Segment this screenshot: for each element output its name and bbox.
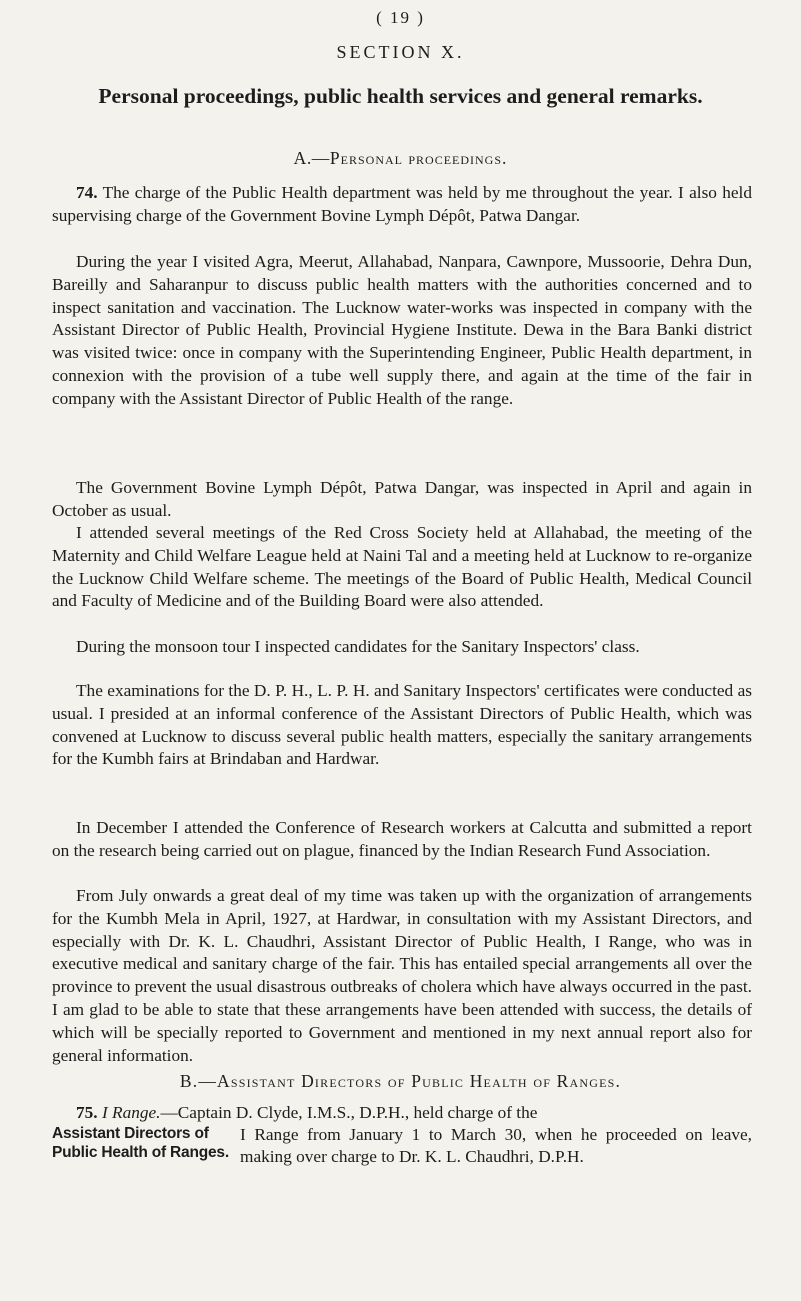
paragraph-74-text: The charge of the Public Health department was held by me throughout the year. I also held supervising charge of the Government Bovine Lymph Dépôt, Patwa Dangar.: [52, 183, 752, 225]
paragraph-december: In December I attended the Conference of Research workers at Calcutta and submitted a report on the research being carried out on plague, financed by the Indian Research Fund Association.: [52, 818, 752, 860]
page-number: ( 19 ): [376, 8, 425, 27]
paragraph-meetings: I attended several meetings of the Red Cross Society held at Allahabad, the meeting of the Maternity and Child Welfare League held at Naini Tal and a meeting held at Lucknow to re-organize the Lucknow Child Welfare scheme. The meetings of the Board of Public Health, Medical Council and Faculty of Medicine and of the Building Board were also attended.: [52, 523, 752, 611]
paragraph-kumbh-mela: From July onwards a great deal of my time was taken up with the organization of arrangements for the Kumbh Mela in April, 1927, at Hardwar, in consultation with my Assistant Directors, and especially with Dr. K. L. Chaudhri, Assistant Director of Public Health, I Range, who was in executive medical and sanitary charge of the fair. This has entailed special arrangements all over the province to prevent the usual disastrous outbreaks of cholera which have always occurred in the past. I am glad to be able to state that these arrangements have been attended with success, the details of which will be specially reported to Government and mentioned in my next annual report also for general information.: [52, 886, 752, 1065]
paragraph-visits: During the year I visited Agra, Meerut, Allahabad, Nanpara, Cawnpore, Mussoorie, Dehra Dun, Bareilly and Saharanpur to discuss public health matters with the authorities concerned and to inspect sanitation and vaccination. The Lucknow water-works was inspected in company with the Assistant Director of Public Health, Provincial Hygiene Institute. Dewa in the Bara Banki district was visited twice: once in company with the Superintending Engineer, Public Health department, in connexion with the provision of a tube well supply there, and again at the time of the fair in company with the Assistant Director of Public Health of the range.: [52, 252, 752, 408]
paragraph-examinations: The examinations for the D. P. H., L. P. H. and Sanitary Inspectors' certificates were conducted as usual. I presided at an informal conference of the Assistant Directors of Public Health, which was convened at Lucknow to discuss several public health matters, especially the sanitary arrangements for the Kumbh fairs at Brindaban and Hardwar.: [52, 681, 752, 769]
subsection-a-letter: A.—: [293, 148, 330, 168]
paragraph-75-first-line-text: —Captain D. Clyde, I.M.S., D.P.H., held charge of the: [160, 1103, 538, 1122]
subsection-a-title: Personal proceedings.: [329, 148, 508, 168]
paragraph-75-body: I Range from January 1 to March 30, when he proceeded on leave, making over charge to Dr. K. L. Chaudhri, D.P.H.: [240, 1125, 752, 1166]
paragraph-number-75: 75.: [76, 1103, 98, 1122]
paragraph-74: [52, 182, 752, 228]
margin-note: Assistant Directors of Public Health of Ranges.: [52, 1125, 229, 1161]
range-label: I Range.: [101, 1103, 161, 1122]
subsection-a-heading: [0, 148, 801, 169]
section-heading: SECTION X.: [336, 42, 465, 62]
paragraph-lymph-depot: The Government Bovine Lymph Dépôt, Patwa Dangar, was inspected in April and again in October as usual.: [52, 478, 752, 520]
paragraph-monsoon-tour: During the monsoon tour I inspected candidates for the Sanitary Inspectors' class.: [76, 637, 640, 656]
paragraph-75-first-line: [52, 1102, 752, 1124]
paragraph-number-74: 74.: [76, 183, 98, 202]
page-title: Personal proceedings, public health services and general remarks.: [98, 84, 703, 108]
subsection-b-heading: B.—Assistant Directors of Public Health of Ranges.: [179, 1071, 622, 1091]
